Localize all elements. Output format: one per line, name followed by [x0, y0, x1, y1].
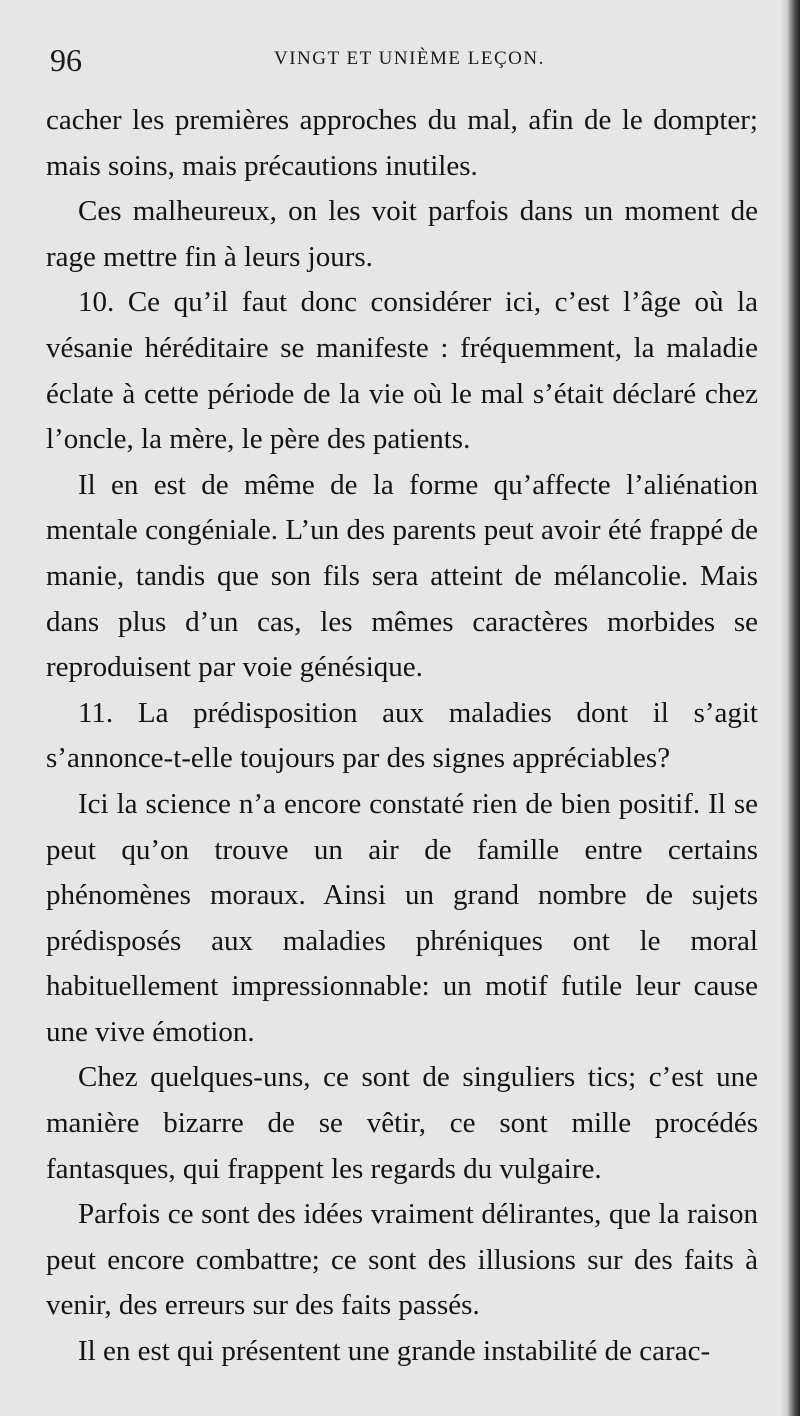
paragraph: Chez quelques-uns, ce sont de singuliers tics; c’est une manière bizarre de se vêtir, ce sont mille procédés fantasques, qui frappent les regards du vulgaire.	[46, 1061, 758, 1185]
page-number: 96	[50, 42, 82, 78]
paragraph: Il en est de même de la forme qu’affecte l’aliénation mentale congéniale. L’un des parents peut avoir été frappé de manie, tandis que son fils sera atteint de mélancolie. Mais dans plus d’un cas, les mêmes caractères morbides se reproduisent par voie génésique.	[46, 468, 758, 684]
page-header	[46, 40, 766, 84]
running-head: VINGT ET UNIÈME LEÇON.	[274, 48, 545, 69]
paragraph: cacher les premières approches du mal, afin de le dompter; mais soins, mais précautions inutiles.	[46, 104, 758, 182]
paragraph: Ces malheureux, on les voit parfois dans un moment de rage mettre fin à leurs jours.	[46, 195, 758, 273]
paragraph: Parfois ce sont des idées vraiment délirantes, que la raison peut encore combattre; ce sont des illusions sur des faits à venir, des erreurs sur des faits passés.	[46, 1198, 758, 1322]
paragraph: 11. La prédisposition aux maladies dont il s’agit s’annonce-t-elle toujours par des signes appréciables?	[46, 696, 758, 775]
page-edge-shadow	[780, 0, 800, 1416]
paragraph: Ici la science n’a encore constaté rien de bien positif. Il se peut qu’on trouve un air de famille entre certains phénomènes moraux. Ainsi un grand nombre de sujets prédisposés aux maladies phréniques ont le moral habituellement impressionnable: un motif futile leur cause une vive émotion.	[46, 787, 758, 1048]
body-text	[46, 98, 758, 1375]
paragraph: 10. Ce qu’il faut donc considérer ici, c’est l’âge où la vésanie héréditaire se manifeste : fréquemment, la maladie éclate à cette période de la vie où le mal s’était déclaré chez l’oncle, la mère, le père des patients.	[46, 286, 758, 456]
paragraph: Il en est qui présentent une grande instabilité de carac-	[78, 1335, 711, 1368]
